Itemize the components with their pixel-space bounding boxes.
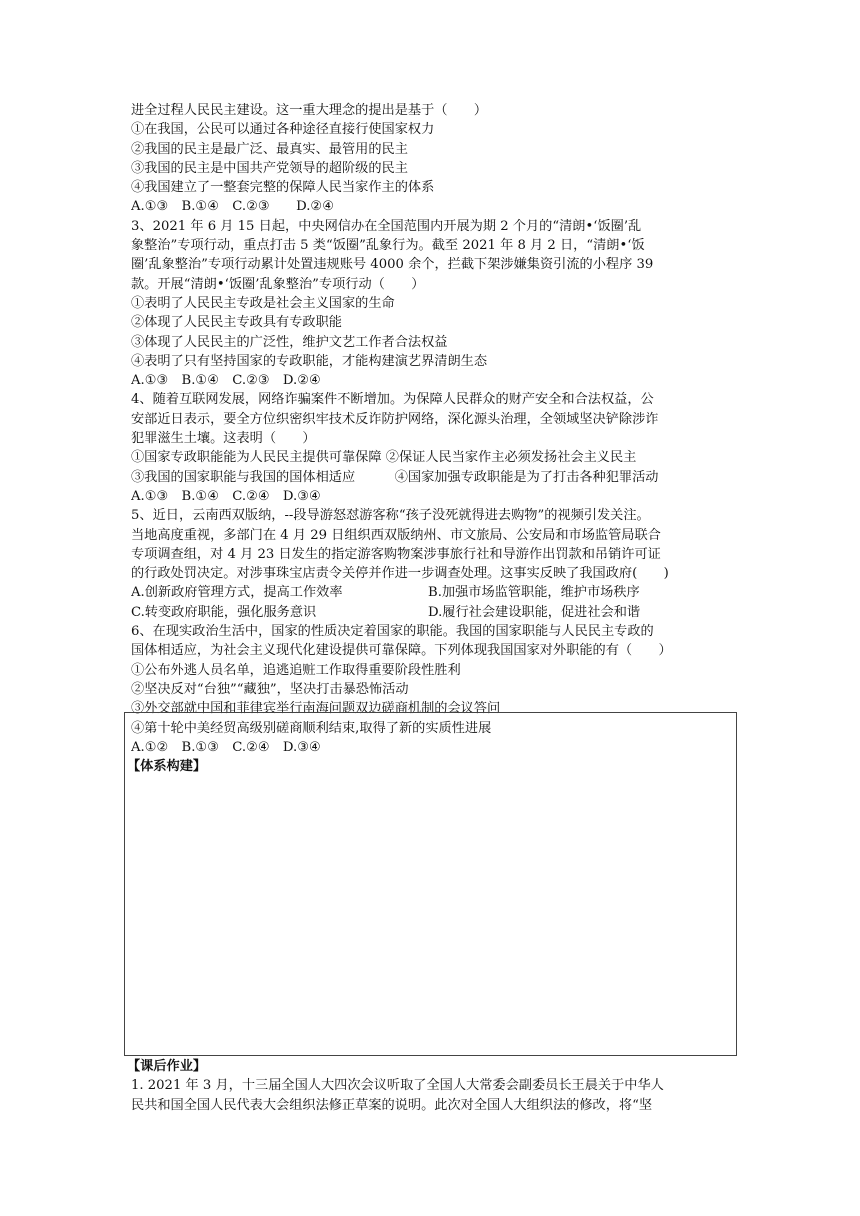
q6-item-2: ②坚决反对“台独”“藏独”，坚决打击暴恐怖活动 [131,681,409,697]
q6-item-4: ④第十轮中美经贸高级别磋商顺利结束,取得了新的实质性进展 [131,720,492,736]
q5-stem-line-4: 的行政处罚决定。对涉事珠宝店责令关停并作进一步调查处理。这事实反映了我国政府( ) [131,566,669,582]
q3-item-3: ③体现了人民民主的广泛性，维护文艺工作者合法权益 [131,334,448,350]
q4-stem-line-2: 安部近日表示，要全方位织密织牢技术反诈防护网络，深化源头治理，全领域坚决铲除涉诈 [131,411,659,427]
q4-stem-line-3: 犯罪滋生土壤。这表明（ ） [131,431,316,447]
q2-item-4: ④我国建立了一整套完整的保障人民当家作主的体系 [131,180,435,196]
q3-stem-line-1: 3、2021 年 6 月 15 日起，中央网信办在全国范围内开展为期 2 个月的“清朗•‘饭圈’乱 [131,218,642,234]
q3-stem-line-4: 款。开展“清朗•‘饭圈’乱象整治”专项行动（ ） [131,276,425,292]
q2-options: A.①③ B.①④ C.②③ D.②④ [131,199,335,215]
q5-stem-line-3: 专项调查组，对 4 月 23 日发生的指定游客购物案涉事旅行社和导游作出罚款和吊销许可证 [131,546,661,562]
q3-stem-line-3: 圈’乱象整治”专项行动累计处置违规账号 4000 余个，拦截下架涉嫌集资引流的小程序 39 [131,257,654,273]
q6-item-3: ③外交部就中国和菲律宾举行南海问题双边磋商机制的会议答问 [131,701,501,717]
q5-option-b: B.加强市场监管职能，维护市场秩序 [428,585,640,601]
questions-area [127,101,741,776]
hw1-line-1: 1. 2021 年 3 月，十三届全国人大四次会议听取了全国人大常委会副委员长王晨关于中华人 [131,1078,664,1094]
q4-options: A.①③ B.①④ C.②④ D.③④ [131,488,321,504]
section-heading-system: 【体系构建】 [127,759,207,775]
q3-options: A.①③ B.①④ C.②③ D.②④ [131,373,321,389]
q6-stem-line-2: 国体相适应，为社会主义现代化建设提供可靠保障。下列体现我国国家对外职能的有（ ） [131,643,672,659]
q4-items-row-2: ③我国的国家职能与我国的国体相适应 ④国家加强专政职能是为了打击各种犯罪活动 [131,469,659,485]
q6-options: A.①② B.①③ C.②④ D.③④ [131,739,321,755]
q6-item-1: ①公布外逃人员名单，追逃追赃工作取得重要阶段性胜利 [131,662,461,678]
q5-option-d: D.履行社会建设职能，促进社会和谐 [428,604,641,620]
q3-item-1: ①表明了人民民主专政是社会主义国家的生命 [131,295,395,311]
q2-item-2: ②我国的民主是最广泛、最真实、最管用的民主 [131,141,408,157]
q6-stem-line-1: 6、在现实政治生活中，国家的性质决定着国家的职能。我国的国家职能与人民民主专政的 [131,624,654,640]
q5-options-row-2 [131,603,741,622]
q5-options-row-1 [131,583,741,602]
q4-items-row-1: ①国家专政职能能为人民民主提供可靠保障 ②保证人民当家作主必须发扬社会主义民主 [131,450,637,466]
q2-item-1: ①在我国，公民可以通过各种途径直接行使国家权力 [131,122,435,138]
q3-item-4: ④表明了只有坚持国家的专政职能，才能构建演艺界清朗生态 [131,353,488,369]
section-heading-homework: 【课后作业】 [127,1059,207,1074]
q5-stem-line-1: 5、近日，云南西双版纳，--段导游怒怼游客称“孩子没死就得进去购物”的视频引发关注。 [131,508,650,524]
q2-item-3: ③我国的民主是中国共产党领导的超阶级的民主 [131,160,408,176]
q2-stem-tail: 进全过程人民民主建设。这一重大理念的提出是基于（ ） [131,103,488,118]
homework-area [127,1057,741,1115]
q3-item-2: ②体现了人民民主专政具有专政职能 [131,315,342,331]
q3-stem-line-2: 象整治”专项行动，重点打击 5 类“饭圈”乱象行为。截至 2021 年 8 月 2 日，“清朗•‘饭 [131,238,645,254]
q5-option-c: C.转变政府职能，强化服务意识 [131,604,317,620]
q5-stem-line-2: 当地高度重视，多部门在 4 月 29 日组织西双版纳州、市文旅局、公安局和市场监管局联合 [131,527,661,543]
q4-stem-line-1: 4、随着互联网发展，网络诈骗案件不断增加。为保障人民群众的财产安全和合法权益，公 [131,392,654,408]
system-construction-box [124,712,737,1056]
q5-option-a: A.创新政府管理方式，提高工作效率 [131,585,343,601]
hw1-line-2: 民共和国全国人民代表大会组织法修正草案的说明。此次对全国人大组织法的修改，将“坚 [131,1097,653,1113]
